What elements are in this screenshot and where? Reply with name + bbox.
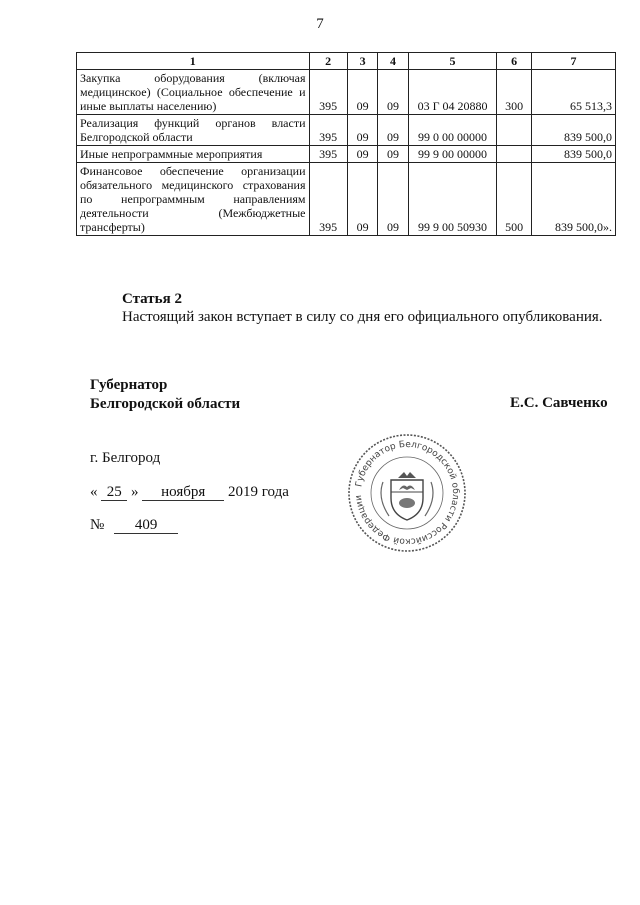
row-code: 395: [309, 70, 347, 115]
number-label: №: [90, 517, 105, 533]
header-cell: 1: [77, 53, 310, 70]
seal-ring-text: Губернатор Белгородской области Российской Федерации: [353, 439, 461, 547]
table-row: [77, 115, 616, 146]
row-name: Реализация функций органов власти Белгородской области: [77, 115, 310, 146]
document-number: [90, 517, 178, 534]
row-name: Финансовое обеспечение организации обязательного медицинского страхования по непрограммным направлениям деятельности (Межбюджетные трансферты): [77, 163, 310, 236]
table-row: [77, 146, 616, 163]
header-cell: 5: [408, 53, 497, 70]
date-year: 2019 года: [228, 484, 289, 500]
position-line-2: Белгородской области: [90, 396, 241, 412]
table-header-row: [77, 53, 616, 70]
row-name: Закупка оборудования (включая медицинское) (Социальное обеспечение и иные выплаты населению): [77, 70, 310, 115]
row-code: 395: [309, 163, 347, 236]
row-section: 09: [347, 146, 377, 163]
row-target: 99 9 00 00000: [408, 146, 497, 163]
row-amount: 839 500,0: [531, 146, 615, 163]
table-row: [77, 70, 616, 115]
date-month: ноября: [142, 484, 224, 501]
row-subsection: 09: [378, 115, 408, 146]
row-amount: 65 513,3: [531, 70, 615, 115]
article-body: Настоящий закон вступает в силу со дня его официального опубликования.: [122, 309, 603, 325]
row-subsection: 09: [378, 146, 408, 163]
document-date: [90, 484, 289, 501]
row-kind: [497, 146, 532, 163]
page-number: 7: [316, 16, 324, 32]
row-section: 09: [347, 115, 377, 146]
row-amount: 839 500,0».: [531, 163, 615, 236]
date-open-quote: «: [90, 484, 98, 500]
header-cell: 4: [378, 53, 408, 70]
row-subsection: 09: [378, 163, 408, 236]
row-subsection: 09: [378, 70, 408, 115]
row-name: Иные непрограммные мероприятия: [77, 146, 310, 163]
row-target: 99 9 00 50930: [408, 163, 497, 236]
row-kind: [497, 115, 532, 146]
row-target: 99 0 00 00000: [408, 115, 497, 146]
number-value: 409: [114, 517, 178, 534]
coat-of-arms-icon: [381, 472, 433, 520]
row-code: 395: [309, 146, 347, 163]
official-seal: [346, 432, 468, 554]
header-cell: 7: [531, 53, 615, 70]
article-title: Статья 2: [122, 291, 182, 307]
signatory-position: [90, 376, 240, 414]
row-section: 09: [347, 163, 377, 236]
row-kind: 500: [497, 163, 532, 236]
header-cell: 6: [497, 53, 532, 70]
table-row: [77, 163, 616, 236]
signatory-name: Е.С. Савченко: [510, 395, 608, 411]
budget-table: [76, 52, 616, 236]
header-cell: 3: [347, 53, 377, 70]
city: г. Белгород: [90, 450, 161, 466]
row-section: 09: [347, 70, 377, 115]
header-cell: 2: [309, 53, 347, 70]
position-line-1: Губернатор: [90, 377, 168, 393]
row-kind: 300: [497, 70, 532, 115]
row-target: 03 Г 04 20880: [408, 70, 497, 115]
date-day: 25: [101, 484, 127, 501]
date-close-quote: »: [131, 484, 139, 500]
row-amount: 839 500,0: [531, 115, 615, 146]
row-code: 395: [309, 115, 347, 146]
